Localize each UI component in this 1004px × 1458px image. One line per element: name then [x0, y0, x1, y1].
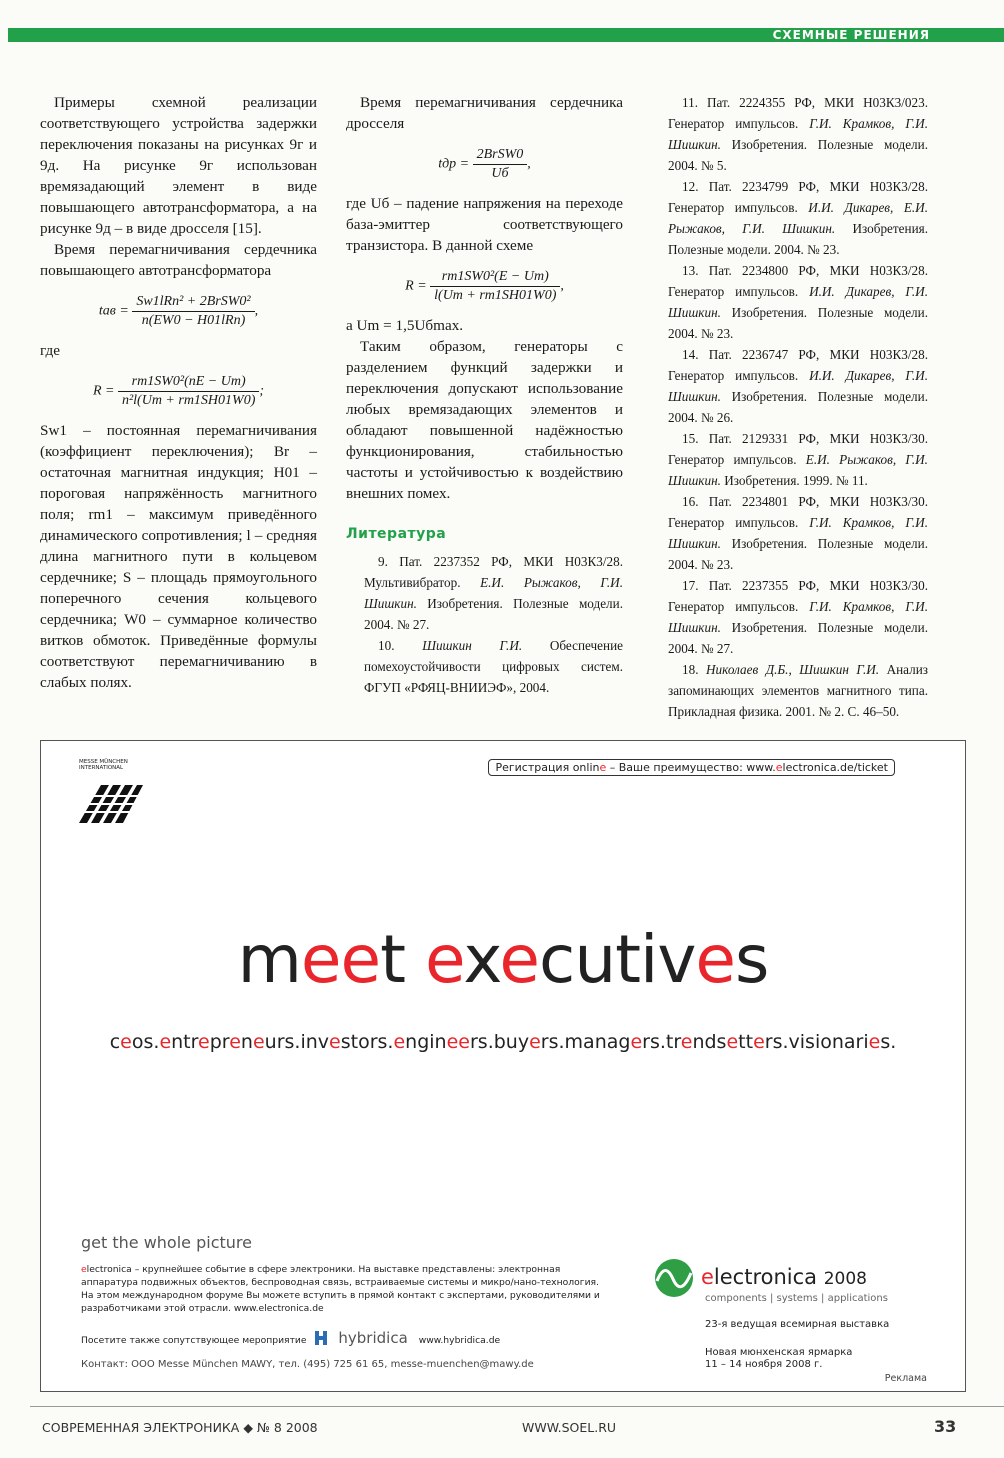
reference-item: 18. Николаев Д.Б., Шишкин Г.И. Анализ запоминающих элементов магнитного типа. Прикладная физика. 2001. № 2. С. 46–50. [668, 662, 928, 719]
electronica-subtitle: components | systems | applications [705, 1293, 888, 1304]
formula-r1: R = $\frac{\text{rm1SW0²(nE − Um)}}{\text{n²l(Um + rm1SH01W0)}}$ ; [92, 374, 265, 408]
reference-item: 11. Пат. 2224355 РФ, МКИ Н03К3/023. Генератор импульсов. Г.И. Крамков, Г.И. Шишкин. Изобретения. Полезные модели. 2004. № 5. [668, 95, 928, 173]
paragraph: а Um = 1,5Uбmax. [346, 317, 464, 334]
registration-link[interactable]: Регистрация online – Ваше преимущество: www.electronica.de/ticket [488, 759, 895, 776]
section-label: СХЕМНЫЕ РЕШЕНИЯ [772, 28, 930, 42]
numerator: rm1SW0²(E − Um) [430, 268, 560, 287]
advertisement [40, 740, 966, 1392]
formula-r2: R = $\frac{\text{rm1SW0²(E − Um)}}{l(Um + rm1SH01W0)}$ , [405, 269, 564, 303]
reference-item: 9. Пат. 2237352 РФ, МКИ Н03К3/28. Мультивибратор. Е.И. Рыжаков, Г.И. Шишкин. Изобретения. Полезные модели. 2004. № 27. [364, 554, 623, 632]
text-column-2 [346, 92, 623, 698]
messe-muenchen-logo [79, 759, 143, 828]
text-column-1 [40, 92, 317, 693]
denominator: Uб [491, 166, 509, 181]
paragraph-where: где [40, 342, 60, 359]
denominator: l(Um + rm1SH01W0) [434, 288, 557, 303]
text-column-3 [650, 92, 928, 722]
formula-lhs: R = [92, 383, 115, 399]
denominator: n²l(Um + rm1SH01W0) [121, 393, 256, 408]
ad-description: electronica – крупнейшее событие в сфере электроники. На выставке представлены: электронная аппаратура подвижных объектов, беспроводная связь, встраиваемые системы и микро/нано-технология. На этом международном форуме Вы можете вступить в прямой контакт с экспертами, руководителями и разработчиками этой отрасли. www.electronica.de [81, 1264, 600, 1314]
ad-tagline: get the whole picture [81, 1233, 252, 1252]
fraction [473, 146, 528, 183]
reference-item: 13. Пат. 2234800 РФ, МКИ Н03К3/28. Генератор импульсов. И.И. Дикарев, Г.И. Шишкин. Изобретения. Полезные модели. 2004. № 23. [668, 263, 928, 341]
numerator: 2BrSW0 [473, 146, 528, 165]
formula-lhs: tдр = [438, 156, 470, 172]
paragraph: Sw1 – постоянная перемагничивания (коэффициент переключения); Br – остаточная магнитная индукция; H01 – пороговая напряжённость магнитного поля; rm1 – максимум приведённого динамического сопротивления; l – средняя длина магнитного пути в кольцевом сердечнике; S – площадь прямоугольного поперечного сечения кольцевого сердечника; W0 – суммарное количество витков обмоток. Приведённые формулы соответствуют перемагничиванию в слабых полях. [40, 422, 317, 691]
formula-t-av: tав = $\frac{\text{Sw1lRn² + 2BrSW0²}}{\text{n(EW0 − H01lRn)}}$ , [98, 294, 259, 328]
ad-headline: meet executives [237, 921, 769, 998]
logo-text: MESSE MÜNCHEN INTERNATIONAL [79, 759, 128, 771]
footer-journal: СОВРЕМЕННАЯ ЭЛЕКТРОНИКА ◆ № 8 2008 [42, 1420, 318, 1435]
reference-item: 17. Пат. 2237355 РФ, МКИ Н03К3/30. Генератор импульсов. Г.И. Крамков, Г.И. Шишкин. Изобретения. Полезные модели. 2004. № 27. [668, 578, 928, 656]
paragraph: Примеры схемной реализации соответствующего устройства задержки переключения показаны на рисунках 9г и 9д. На рисунке 9г использован времязадающий элемент в виде повышающего автотрансформатора, а на рисунке 9д – в виде дросселя [15]. [40, 94, 317, 237]
electronica-globe-icon [653, 1257, 695, 1299]
reference-list [346, 551, 623, 698]
numerator: Sw1lRn² + 2BrSW0² [132, 293, 254, 312]
literature-heading: Литература [346, 526, 447, 542]
numerator: rm1SW0²(nE − Um) [118, 373, 259, 392]
page-number: 33 [934, 1417, 957, 1436]
paragraph: Время перемагничивания сердечника дросселя [346, 94, 623, 132]
hybridica-name: hybridica [338, 1329, 408, 1347]
ad-label: Реклама [884, 1373, 927, 1384]
hybridica-line: Посетите также сопутствующее мероприятие hybridica www.hybridica.de [81, 1329, 501, 1347]
reference-item: 15. Пат. 2129331 РФ, МКИ Н03К3/30. Генератор импульсов. Е.И. Рыжаков, Г.И. Шишкин. Изобретения. 1999. № 11. [668, 431, 928, 488]
fraction [132, 293, 254, 330]
reference-item: 16. Пат. 2234801 РФ, МКИ Н03К3/30. Генератор импульсов. Г.И. Крамков, Г.И. Шишкин. Изобретения. Полезные модели. 2004. № 23. [668, 494, 928, 572]
paragraph: где Uб – падение напряжения на переходе база-эмиттер соответствующего транзистора. В данной схеме [346, 195, 623, 254]
reference-item: 14. Пат. 2236747 РФ, МКИ Н03К3/28. Генератор импульсов. И.И. Дикарев, Г.И. Шишкин. Изобретения. Полезные модели. 2004. № 26. [668, 347, 928, 425]
logo-mark-icon [79, 771, 143, 823]
fraction [430, 268, 560, 305]
footer-site[interactable]: WWW.SOEL.RU [522, 1420, 617, 1435]
paragraph: Время перемагничивания сердечника повышающего автотрансформатора [40, 241, 317, 279]
reference-item: 12. Пат. 2234799 РФ, МКИ Н03К3/28. Генератор импульсов. И.И. Дикарев, Е.И. Рыжаков, Г.И. Шишкин. Изобретения. Полезные модели. 2004. № 23. [668, 179, 928, 257]
formula-t-dr: tдр = $\frac{\text{2BrSW0}}{Uб}$ , [438, 147, 531, 181]
footer-rule [30, 1406, 1004, 1407]
reference-item: 10. Шишкин Г.И. Обеспечение помехоустойчивости цифровых систем. ФГУП «РФЯЦ-ВНИИЭФ», 2004. [364, 638, 623, 695]
ad-subline: ceos.entrepreneurs.investors.engineers.buyers.managers.trendsetters.visionaries. [109, 1031, 897, 1053]
fraction [118, 373, 259, 410]
event-venue: Новая мюнхенская ярмарка 11 – 14 ноября 2008 г. [705, 1347, 853, 1370]
ad-contact: Контакт: ООО Messe München MAWY, тел. (495) 725 61 65, messe-muenchen@mawy.de [81, 1359, 534, 1370]
paragraph: Таким образом, генераторы с разделением функций задержки и переключения допускают использование любых времязадающих элементов и обладают повышенной надёжностью функционирования, стабильностью частоты и устойчивостью к воздействию внешних помех. [346, 338, 623, 502]
formula-lhs: tав = [98, 303, 129, 319]
denominator: n(EW0 − H01lRn) [141, 313, 246, 328]
formula-lhs: R = [405, 278, 427, 294]
hybridica-url[interactable]: www.hybridica.de [418, 1335, 501, 1346]
electronica-brand: electronica 2008 [701, 1265, 867, 1289]
hybridica-logo-icon [315, 1331, 331, 1345]
reference-list [650, 92, 928, 722]
event-line: 23-я ведущая всемирная выставка [705, 1319, 890, 1330]
